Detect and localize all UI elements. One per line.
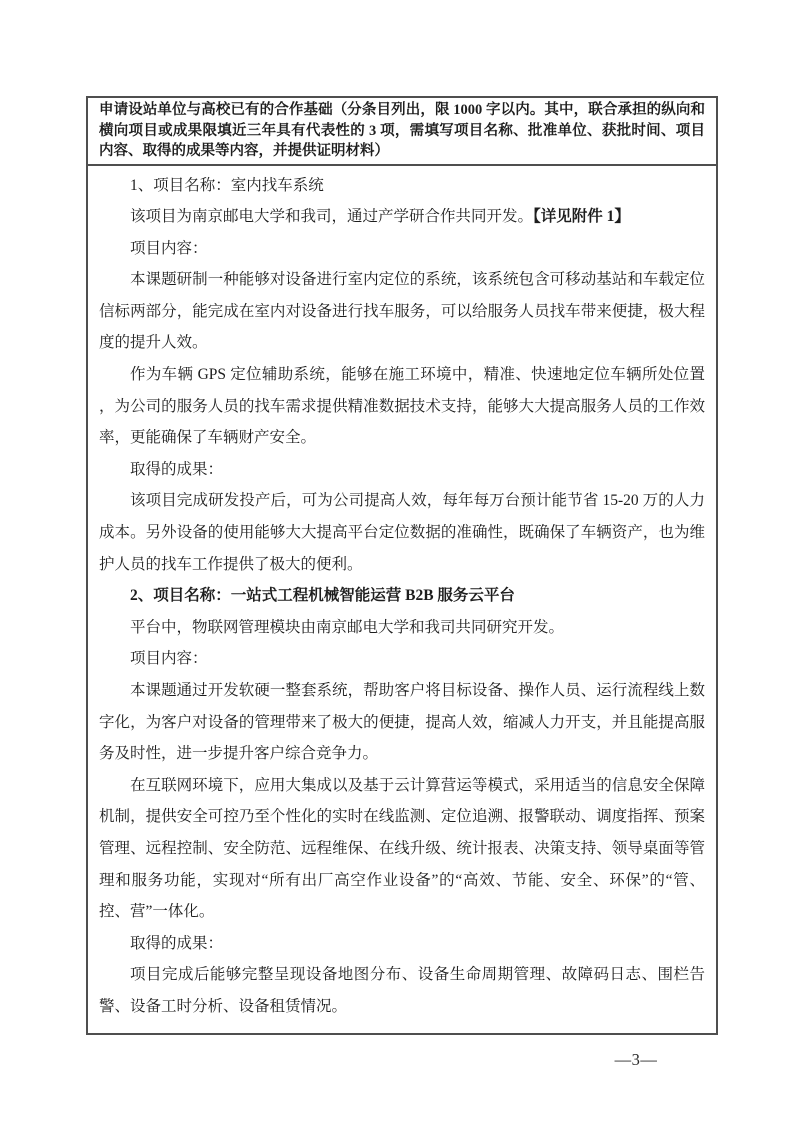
project1-partner-text: 该项目为南京邮电大学和我司，通过产学研合作共同开发。 bbox=[130, 208, 534, 226]
project1-attachment-ref: 【详见附件 1】 bbox=[533, 208, 630, 226]
cooperation-basis-table bbox=[86, 96, 718, 1035]
project1-title: 1、项目名称：室内找车系统 bbox=[130, 176, 324, 194]
project2-results-label: 取得的成果： bbox=[130, 934, 224, 952]
project2-content-para2: 在互联网环境下，应用大集成以及基于云计算营运等模式，采用适当的信息安全保障机制，提供安全可控乃至个性化的实时在线监测、定位追溯、报警联动、调度指挥、预案管理、远程控制、安全防范、远程维保、在线升级、统计报表、决策支持、领导桌面等管理和服务功能，实现对“所有出厂高空作业设备”的“高效、节能、安全、环保”的“管、控、营”一体化。 bbox=[99, 776, 705, 921]
project1-content-label: 项目内容： bbox=[130, 239, 208, 257]
cooperation-basis-header: 申请设站单位与高校已有的合作基础（分条目列出，限 1000 字以内。其中，联合承担的纵向和横向项目或成果限填近三年具有代表性的 3 项，需填写项目名称、批准单位、获批时间、项目内容、取得的成果等内容，并提供证明材料） bbox=[88, 98, 716, 166]
project2-content-label: 项目内容： bbox=[130, 650, 208, 668]
project2-partner: 平台中，物联网管理模块由南京邮电大学和我司共同研究开发。 bbox=[130, 618, 565, 636]
cooperation-basis-body bbox=[88, 166, 716, 1033]
project2-results-para: 项目完成后能够完整呈现设备地图分布、设备生命周期管理、故障码日志、围栏告警、设备工时分析、设备租赁情况。 bbox=[99, 966, 705, 1015]
project2-content-para1: 本课题通过开发软硬一整套系统，帮助客户将目标设备、操作人员、运行流程线上数字化，为客户对设备的管理带来了极大的便捷，提高人效，缩减人力开支，并且能提高服务及时性，进一步提升客户综合竞争力。 bbox=[99, 682, 705, 763]
project1-results-para: 该项目完成研发投产后，可为公司提高人效，每年每万台预计能节省 15-20 万的人力成本。另外设备的使用能够大大提高平台定位数据的准确性，既确保了车辆资产，也为维护人员的找车工作提供了极大的便利。 bbox=[99, 492, 705, 573]
project2-title: 2、项目名称：一站式工程机械智能运营 B2B 服务云平台 bbox=[130, 587, 515, 605]
project1-content-para2: 作为车辆 GPS 定位辅助系统，能够在施工环境中，精准、快速地定位车辆所处位置 ，为公司的服务人员的找车需求提供精准数据技术支持，能够大大提高服务人员的工作效率，更能确保了车辆财产安全。 bbox=[99, 366, 705, 447]
project1-partner bbox=[99, 201, 705, 233]
page-number: —3— bbox=[614, 1050, 658, 1069]
project1-content-para1: 本课题研制一种能够对设备进行室内定位的系统，该系统包含可移动基站和车载定位信标两部分，能完成在室内对设备进行找车服务，可以给服务人员找车带来便捷，极大程度的提升人效。 bbox=[99, 271, 705, 352]
project1-results-label: 取得的成果： bbox=[130, 460, 224, 478]
